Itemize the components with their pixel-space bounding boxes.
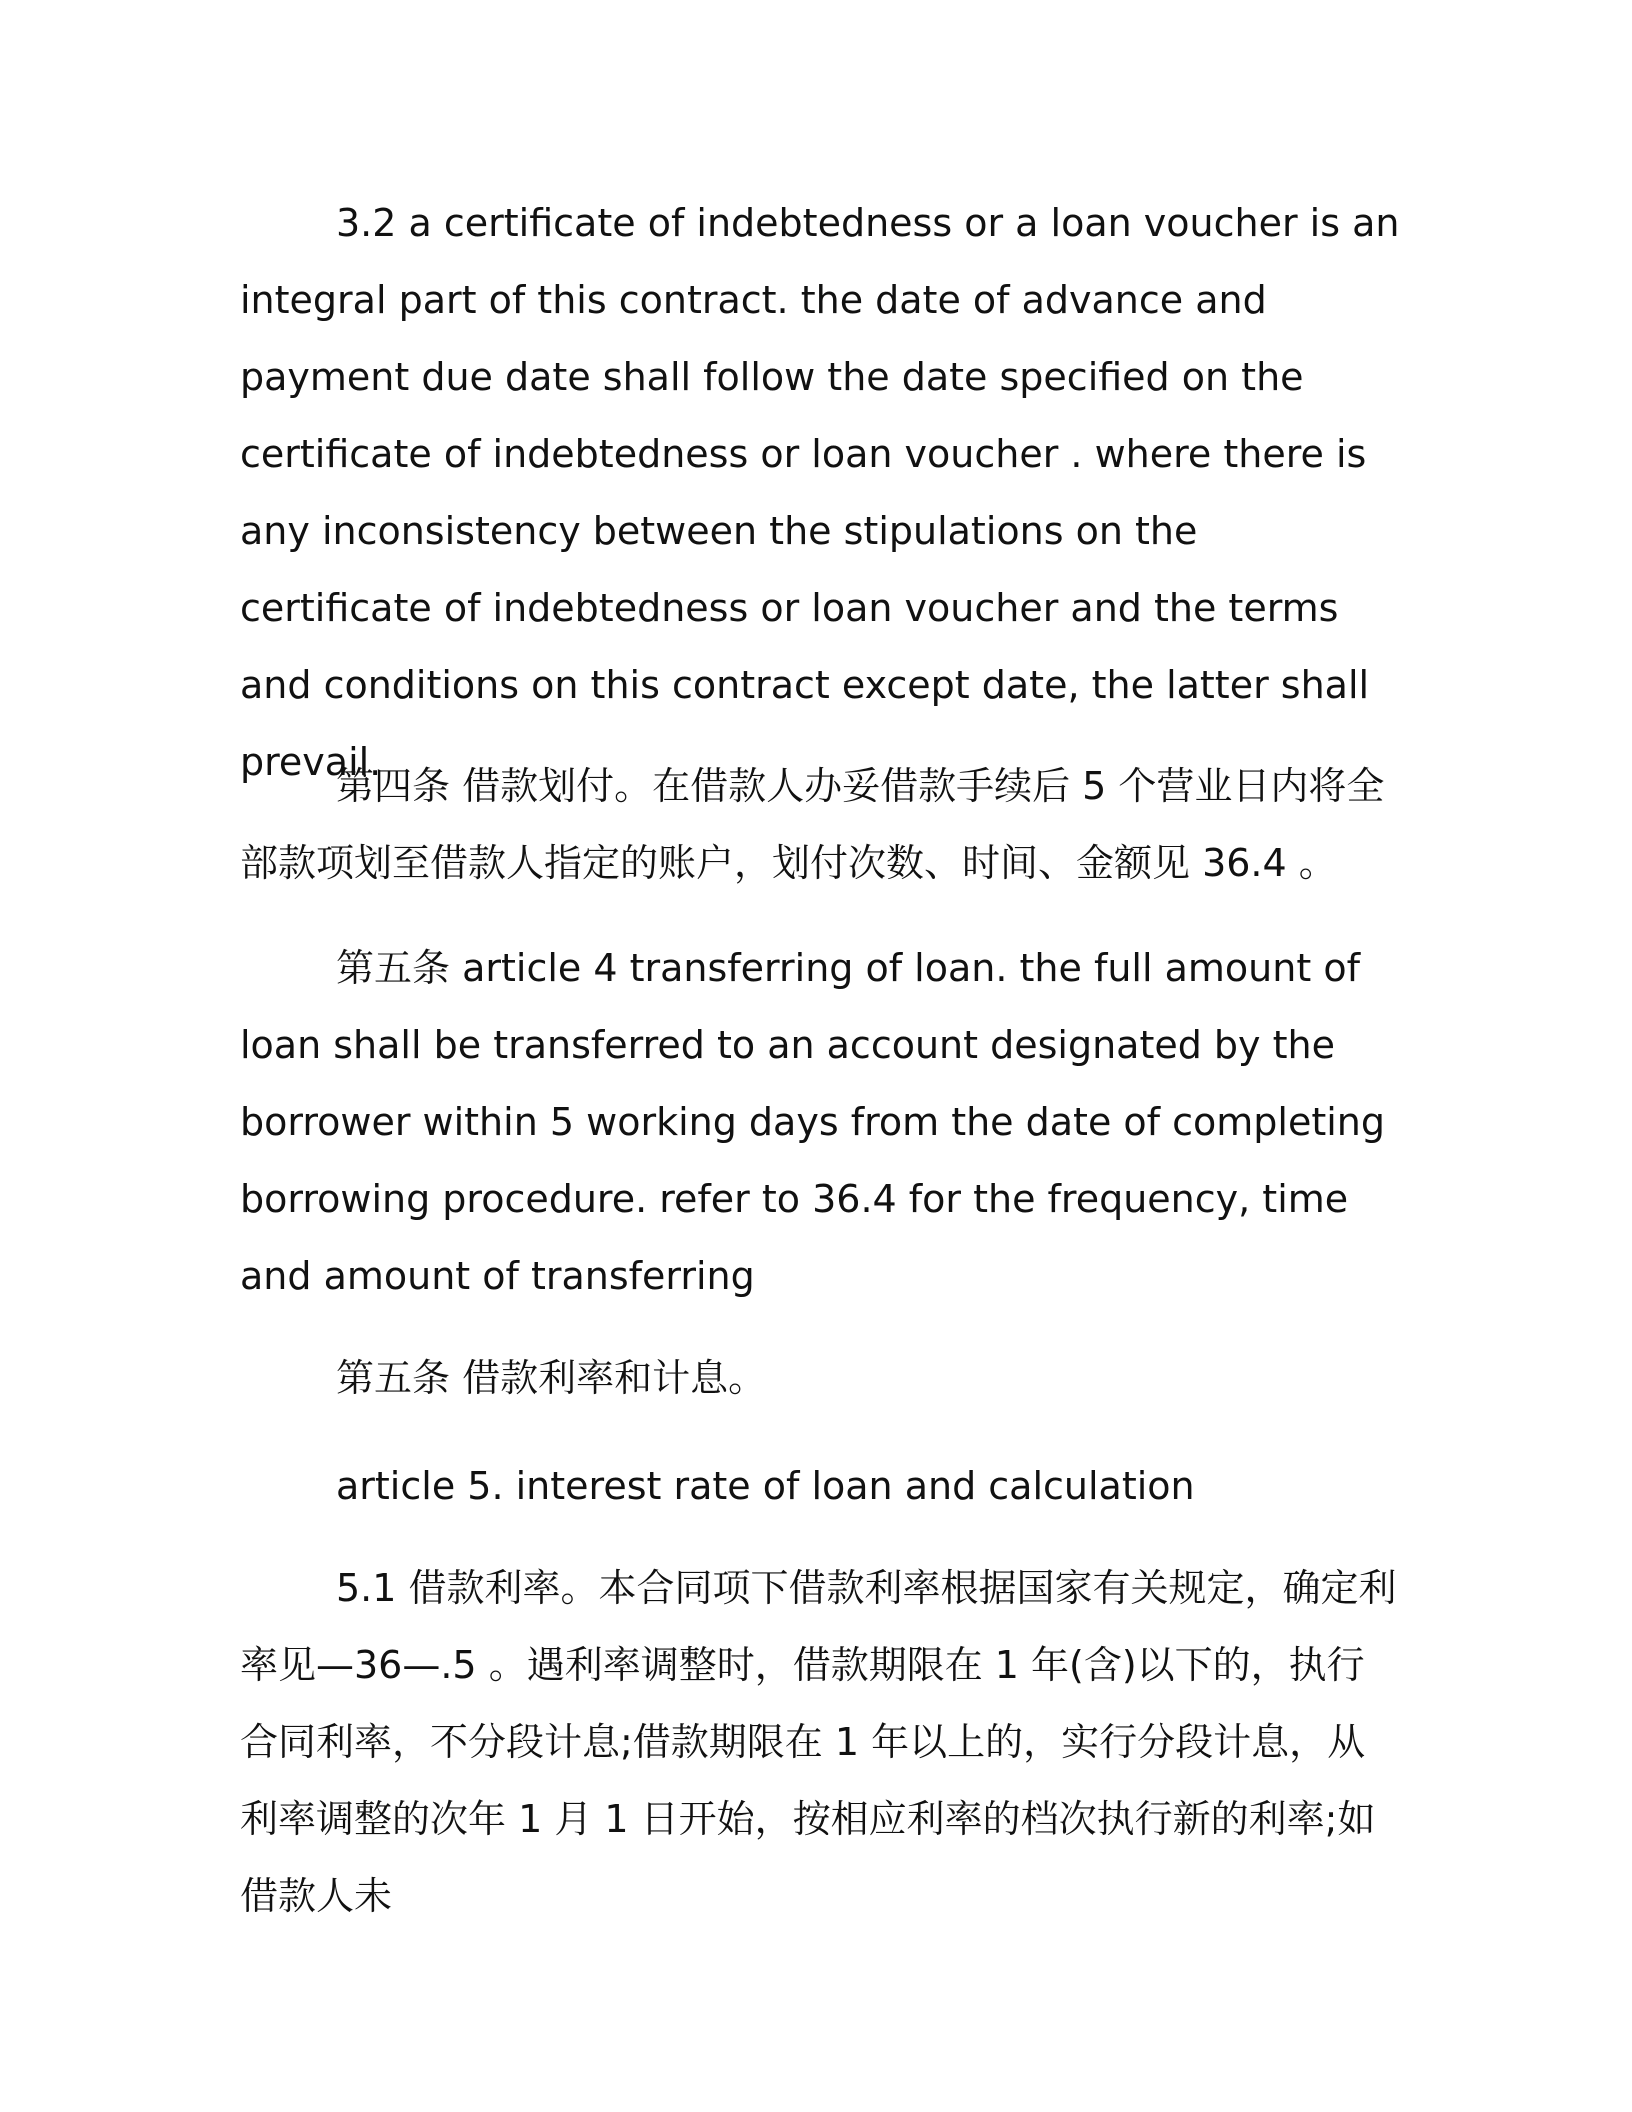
heading-article-5-cn: 第五条 借款利率和计息。 (336, 1356, 767, 1400)
paragraph-3-2-certificate: 3.2 a certificate of indebtedness or a loan voucher is an integral part of this contract. the date of advance and payment due date shall follow the date specified on the certificate of indebtedness or loan voucher . where there is any inconsistency between the stipulations on the certificate of indebtedness or loan voucher and the terms and conditions on this contract except date, the latter shall prevail. (240, 201, 1400, 784)
heading-article-5-en: article 5. interest rate of loan and calculation (336, 1464, 1195, 1508)
paragraph-article-4-en: 第五条 article 4 transferring of loan. the full amount of loan shall be transferred to an account designated by the borrower within 5 working days from the date of completing borrowing procedure. refer to 36.4 for the frequency, time and amount of transferring (240, 946, 1385, 1298)
paragraph-5-1-interest-rate: 5.1 借款利率。本合同项下借款利率根据国家有关规定，确定利率见—36—.5 。遇利率调整时，借款期限在 1 年(含)以下的，执行合同利率，不分段计息;借款期限在 1 年以上的，实行分段计息，从利率调整的次年 1 月 1 日开始，按相应利率的档次执行新的利率;如借款人未 (240, 1566, 1397, 1918)
paragraph-article-4-cn: 第四条 借款划付。在借款人办妥借款手续后 5 个营业日内将全部款项划至借款人指定的账户，划付次数、时间、金额见 36.4 。 (240, 764, 1385, 885)
